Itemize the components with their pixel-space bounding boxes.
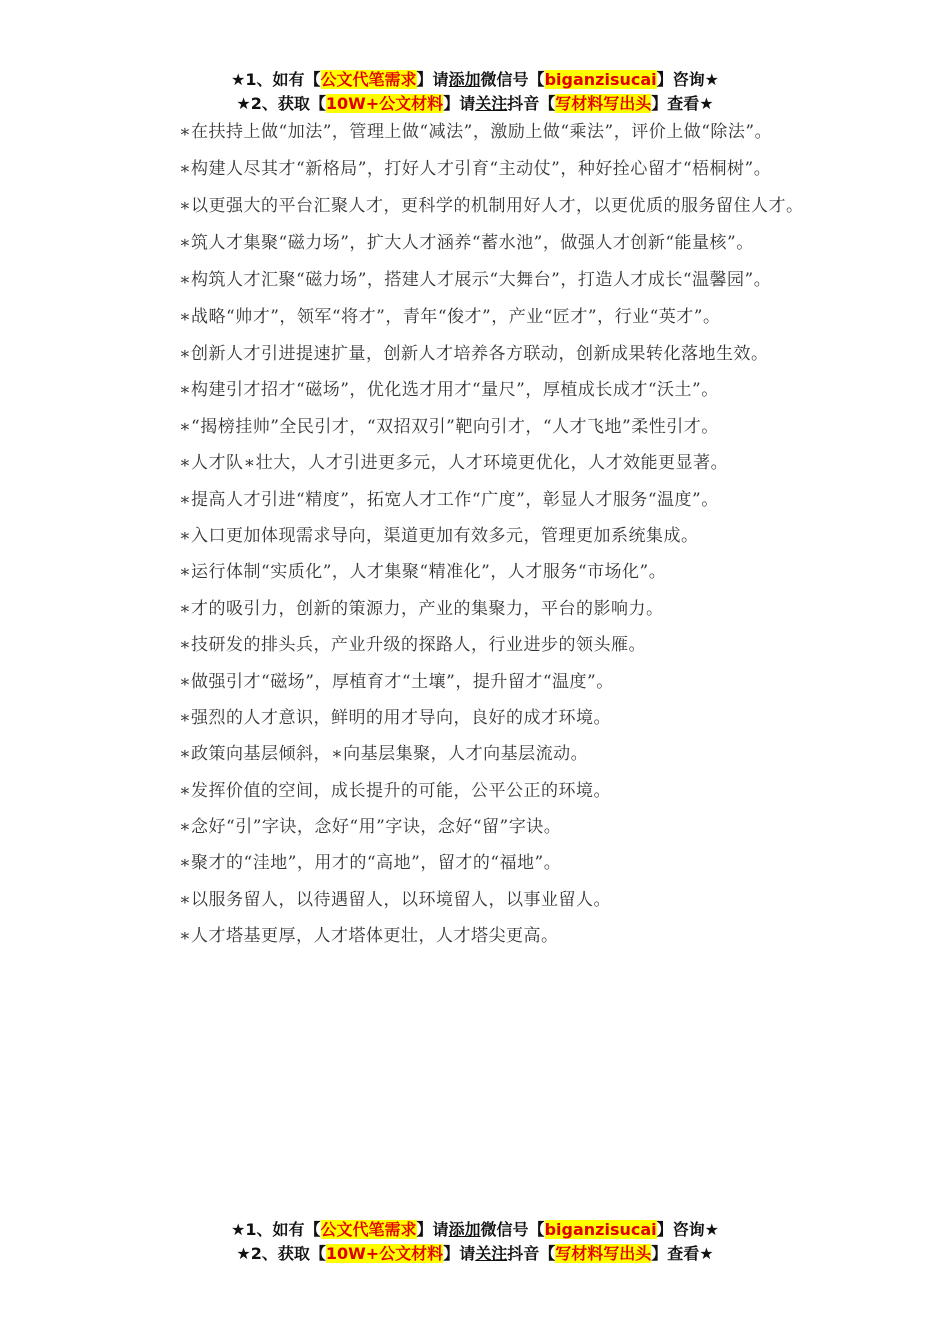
banner-highlight: 10W+公文材料 [325,94,444,113]
paragraph: ∗以服务留人，以待遇留人，以环境留人，以事业留人。 [179,889,612,910]
banner-highlight: 公文代笔需求 [320,1220,417,1239]
banner-highlight: biganzisucai [544,1220,657,1239]
banner-text: 】请 [416,70,449,89]
banner-text: 微信号【 [480,1220,545,1239]
banner-text: 】查看★ [651,94,714,113]
banner-text: ★1、如有【 [231,1220,321,1239]
paragraph: ∗运行体制“实质化”，人才集聚“精准化”，人才服务“市场化”。 [179,562,667,583]
banner-highlight: 10W+公文材料 [325,1244,444,1263]
paragraph: ∗构建引才招才“磁场”，优化选才用才“量尺”，厚植成长成才“沃土”。 [179,380,719,401]
paragraph: ∗人才队∗壮大，人才引进更多元，人才环境更优化，人才效能更显著。 [179,453,729,474]
paragraph: ∗才的吸引力，创新的策源力，产业的集聚力，平台的影响力。 [179,598,664,619]
banner-text: ★2、获取【 [236,1244,326,1263]
banner-underlined-text: 关注 [475,94,508,113]
banner-text: 微信号【 [480,70,545,89]
paragraph: ∗战略“帅才”，领军“将才”，青年“俊才”，产业“匠才”，行业“英才”。 [179,307,721,327]
paragraph: ∗做强引才“磁场”，厚植育才“土壤”，提升留才“温度”。 [179,671,614,692]
banner-text: 】咨询★ [656,70,719,89]
paragraph: ∗提高人才引进“精度”，拓宽人才工作“广度”，彰显人才服务“温度”。 [179,489,719,510]
footer-banner [0,1218,950,1266]
paragraph: ∗在扶持上做“加法”，管理上做“减法”，激励上做“乘法”，评价上做“除法”。 [179,122,773,142]
paragraph: ∗强烈的人才意识，鲜明的用才导向，良好的成才环境。 [179,707,612,728]
banner-text: 抖音【 [507,94,556,113]
paragraph: ∗筑人才集聚“磁力场”，扩大人才涵养“蓄水池”，做强人才创新“能量核”。 [179,233,754,253]
banner-text: 】请 [416,1220,449,1239]
paragraph: ∗入口更加体现需求导向，渠道更加有效多元，管理更加系统集成。 [179,525,699,546]
banner-line-1 [0,1218,950,1242]
paragraph: ∗技研发的排头兵，产业升级的探路人，行业进步的领头雁。 [179,635,647,656]
banner-text: 】咨询★ [656,1220,719,1239]
banner-text: 】查看★ [651,1244,714,1263]
banner-text: 】请 [443,94,476,113]
header-banner [0,68,950,116]
paragraph: ∗创新人才引进提速扩量，创新人才培养各方联动，创新成果转化落地生效。 [179,344,769,364]
banner-text: 抖音【 [507,1244,556,1263]
banner-highlight: 写材料写出头 [555,94,652,113]
banner-underlined-text: 关注 [475,1244,508,1263]
banner-highlight: biganzisucai [544,70,657,89]
paragraph: ∗“揭榜挂帅”全民引才，“双招双引”靶向引才，“人才飞地”柔性引才。 [179,416,719,437]
paragraph: ∗念好“引”字诀，念好“用”字诀，念好“留”字诀。 [179,817,562,838]
banner-highlight: 写材料写出头 [555,1244,652,1263]
paragraph: ∗聚才的“洼地”，用才的“高地”，留才的“福地”。 [179,853,562,874]
banner-text: ★1、如有【 [231,70,321,89]
banner-highlight: 公文代笔需求 [320,70,417,89]
banner-underlined-text: 添加 [448,1220,481,1239]
paragraph: ∗人才塔基更厚，人才塔体更壮，人才塔尖更高。 [179,926,559,947]
document-body [145,120,817,961]
paragraph: ∗构建人尽其才“新格局”，打好人才引育“主动仗”，种好拴心留才“梧桐树”。 [179,159,772,179]
banner-line-2 [0,1242,950,1266]
paragraph: ∗构筑人才汇聚“磁力场”，搭建人才展示“大舞台”，打造人才成长“温馨园”。 [179,270,772,290]
paragraph: ∗政策向基层倾斜，∗向基层集聚，人才向基层流动。 [179,744,589,765]
banner-line-1 [0,68,950,92]
banner-underlined-text: 添加 [448,70,481,89]
paragraph: ∗发挥价值的空间，成长提升的可能，公平公正的环境。 [179,780,612,801]
banner-text: 】请 [443,1244,476,1263]
banner-line-2 [0,92,950,116]
banner-text: ★2、获取【 [236,94,326,113]
paragraph: ∗以更强大的平台汇聚人才，更科学的机制用好人才，以更优质的服务留住人才。 [179,196,804,216]
